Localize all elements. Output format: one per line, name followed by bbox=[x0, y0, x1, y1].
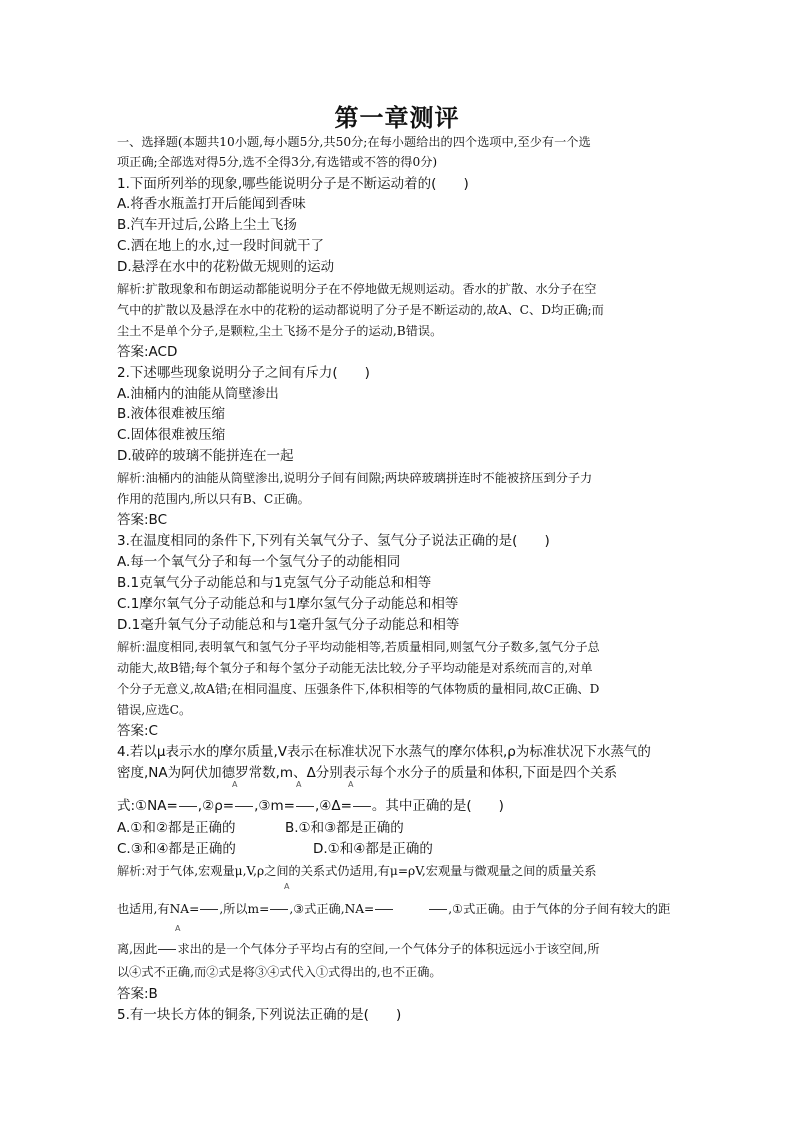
question-3-option-a: A.每一个氧气分子和每一个氢气分子的动能相同 bbox=[117, 554, 401, 570]
question-2-option-c: C.固体很难被压缩 bbox=[117, 427, 226, 443]
question-2-option-b: B.液体很难被压缩 bbox=[117, 406, 226, 422]
fraction-bar bbox=[270, 909, 288, 910]
question-1-option-b: B.汽车开过后,公路上尘土飞扬 bbox=[117, 217, 297, 233]
question-4-formula-line: 式:①NA= ,②ρ= ,③m= ,④Δ= 。其中正确的是( ) bbox=[117, 798, 504, 814]
question-3-stem: 3.在温度相同的条件下,下列有关氧气分子、氢气分子说法正确的是( ) bbox=[117, 533, 550, 549]
fraction-superscript-mark: A bbox=[348, 780, 354, 789]
fraction-bar bbox=[179, 806, 197, 807]
question-4-stem-line-1: 4.若以μ表示水的摩尔质量,V表示在标准状况下水蒸气的摩尔体积,ρ为标准状况下水蒸气的 bbox=[117, 744, 651, 760]
question-4-option-a: A.①和②都是正确的 bbox=[117, 820, 236, 836]
question-4-option-d: D.①和④都是正确的 bbox=[313, 841, 433, 857]
question-3-answer: 答案:C bbox=[117, 723, 158, 739]
fraction-bar bbox=[429, 909, 447, 910]
analysis-label: 解析: bbox=[117, 864, 146, 878]
fraction-superscript-mark: A bbox=[175, 924, 181, 933]
question-2-answer: 答案:BC bbox=[117, 512, 167, 528]
question-4-option-c: C.③和④都是正确的 bbox=[117, 841, 236, 857]
question-3-option-d: D.1毫升氧气分子动能总和与1毫升氢气分子动能总和相等 bbox=[117, 617, 460, 633]
question-2-option-d: D.破碎的玻璃不能拼连在一起 bbox=[117, 448, 294, 464]
question-5-stem: 5.有一块长方体的铜条,下列说法正确的是( ) bbox=[117, 1007, 402, 1023]
question-2-analysis-line-1: 解析:油桶内的油能从筒壁渗出,说明分子间有间隙;两块碎玻璃拼连时不能被挤压到分子力 bbox=[117, 471, 593, 485]
analysis-label: 解析: bbox=[117, 640, 146, 654]
question-2-option-a: A.油桶内的油能从筒壁渗出 bbox=[117, 386, 279, 402]
question-4-options-row-1 bbox=[117, 818, 404, 838]
fraction-bar bbox=[158, 949, 176, 950]
fraction-superscript-mark: A bbox=[232, 780, 238, 789]
question-1-analysis-line-2: 气中的扩散以及悬浮在水中的花粉的运动都说明了分子是不断运动的,故A、C、D均正确;而 bbox=[117, 303, 604, 317]
fraction-bar bbox=[200, 909, 218, 910]
question-1-option-a: A.将香水瓶盖打开后能闻到香味 bbox=[117, 196, 306, 212]
question-3-analysis-line-2: 动能大,故B错;每个氧分子和每个氢分子动能无法比较,分子平均动能是对系统而言的,对单 bbox=[117, 661, 593, 675]
question-4-options-row-2 bbox=[117, 839, 433, 859]
fraction-bar bbox=[375, 909, 393, 910]
question-2-analysis-line-2: 作用的范围内,所以只有B、C正确。 bbox=[117, 492, 310, 506]
question-2-stem: 2.下述哪些现象说明分子之间有斥力( ) bbox=[117, 365, 370, 381]
question-3-option-b: B.1克氧气分子动能总和与1克氢气分子动能总和相等 bbox=[117, 575, 432, 591]
question-4-option-b: B.①和③都是正确的 bbox=[285, 820, 404, 836]
question-1-analysis-line-3: 尘土不是单个分子,是颗粒,尘土飞扬不是分子的运动,B错误。 bbox=[117, 324, 443, 338]
question-3-option-c: C.1摩尔氧气分子动能总和与1摩尔氢气分子动能总和相等 bbox=[117, 596, 459, 612]
question-4-analysis-line-1: 解析:对于气体,宏观量μ,V,ρ之间的关系式仍适用,有μ=ρV,宏观量与微观量之间的质量关系 bbox=[117, 864, 597, 878]
question-3-analysis-line-1: 解析:温度相同,表明氧气和氢气分子平均动能相等,若质量相同,则氢气分子数多,氢气分子总 bbox=[117, 640, 600, 654]
question-4-analysis-line-4: 以④式不正确,而②式是将③④式代入①式得出的,也不正确。 bbox=[117, 965, 442, 979]
analysis-label: 解析: bbox=[117, 282, 146, 296]
page-title: 第一章测评 bbox=[334, 104, 460, 132]
section-intro-line-1: 一、选择题(本题共10小题,每小题5分,共50分;在每小题给出的四个选项中,至少有一个选 bbox=[117, 135, 591, 149]
question-4-analysis-line-3: 离,因此 求出的是一个气体分子平均占有的空间,一个气体分子的体积远远小于该空间,所 bbox=[117, 942, 600, 956]
question-4-analysis-line-2: 也适用,有NA= ,所以m= ,③式正确,NA= ,①式正确。由于气体的分子间有较大的距 bbox=[117, 902, 671, 916]
question-1-analysis-line-1: 解析:扩散现象和布朗运动都能说明分子在不停地做无规则运动。香水的扩散、水分子在空 bbox=[117, 282, 597, 296]
question-1-option-c: C.洒在地上的水,过一段时间就干了 bbox=[117, 238, 325, 254]
question-4-answer: 答案:B bbox=[117, 986, 158, 1002]
fraction-superscript-mark: A bbox=[284, 882, 290, 891]
question-3-analysis-line-4: 错误,应选C。 bbox=[117, 703, 192, 717]
question-1-answer: 答案:ACD bbox=[117, 344, 178, 360]
fraction-bar bbox=[235, 806, 253, 807]
question-1-stem: 1.下面所列举的现象,哪些能说明分子是不断运动着的( ) bbox=[117, 176, 469, 192]
fraction-bar bbox=[296, 806, 314, 807]
fraction-bar bbox=[353, 806, 371, 807]
question-4-stem-line-2: 密度,NA为阿伏加德罗常数,m、Δ分别表示每个水分子的质量和体积,下面是四个关系 bbox=[117, 765, 618, 781]
analysis-label: 解析: bbox=[117, 471, 146, 485]
question-3-analysis-line-3: 个分子无意义,故A错;在相同温度、压强条件下,体积相等的气体物质的量相同,故C正确、D bbox=[117, 682, 600, 696]
fraction-superscript-mark: A bbox=[296, 780, 302, 789]
section-intro-line-2: 项正确;全部选对得5分,选不全得3分,有选错或不答的得0分) bbox=[117, 155, 438, 169]
question-1-option-d: D.悬浮在水中的花粉做无规则的运动 bbox=[117, 259, 335, 275]
